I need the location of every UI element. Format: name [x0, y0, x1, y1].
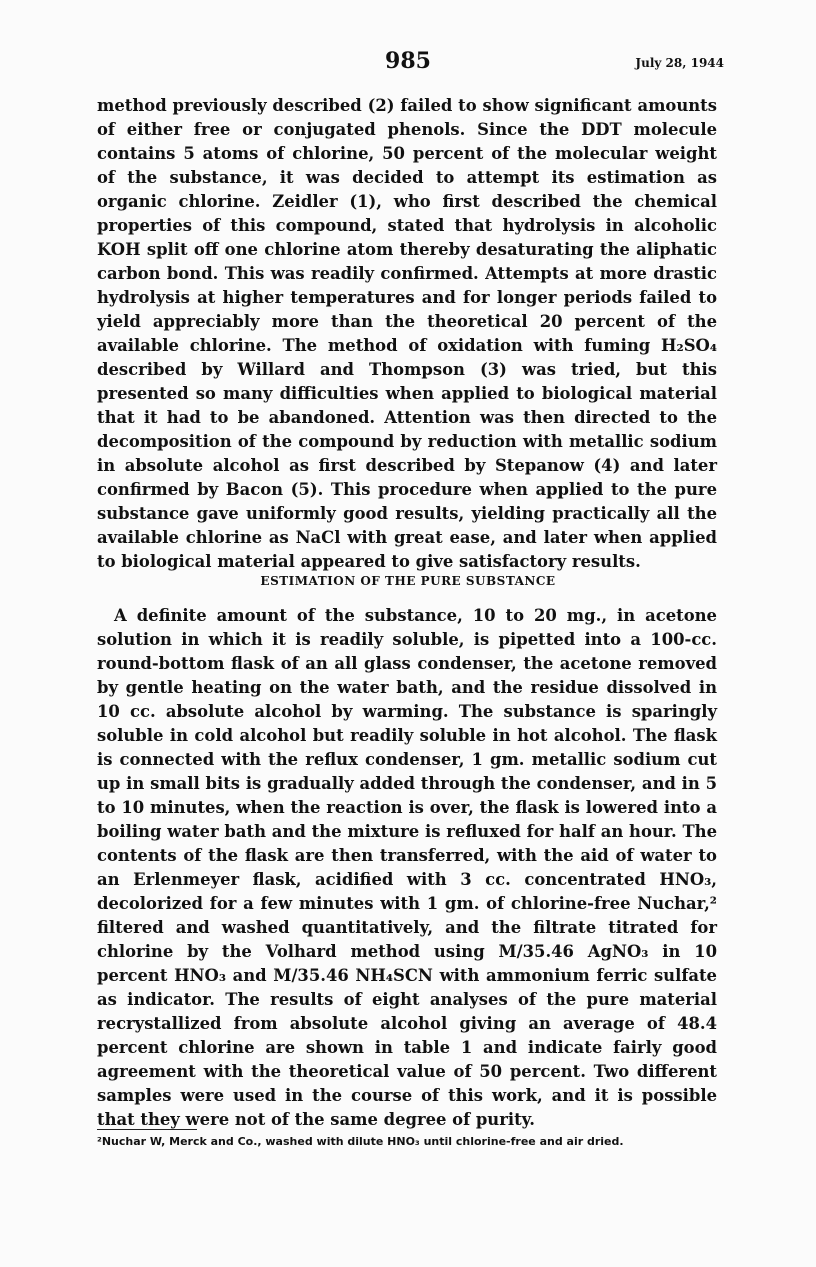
issue-date: July 28, 1944 [635, 56, 724, 70]
page-number: 985 [385, 48, 431, 74]
body-paragraph-1 [97, 94, 717, 574]
body-paragraph-2 [97, 604, 717, 1132]
paragraph-text: method previously described (2) failed to show significant amounts of either free or conjugated phenols. Since the DDT molecule contains 5 atoms of chlorine, 50 percent of the molecular weight of the substance, it was decided to attempt its estimation as organic chlorine. Zeidler (1), who first described the chemical properties of this compound, stated that hydrolysis in alcoholic KOH split off one chlorine atom thereby desaturating the aliphatic carbon bond. This was readily confirmed. Attempts at more drastic hydrolysis at higher temperatures and for longer periods failed to yield appreciably more than the theoretical 20 percent of the available chlorine. The method of oxidation with fuming H₂SO₄ described by Willard and Thompson (3) was tried, but this presented so many difficulties when applied to biological material that it had to be abandoned. Attention was then directed to the decomposition of the compound by reduction with metallic sodium in absolute alcohol as first described by Stepanow (4) and later confirmed by Bacon (5). This procedure when applied to the pure substance gave uniformly good results, yielding practically all the available chlorine as NaCl with great ease, and later when applied to biological material appeared to give satisfactory results. [97, 96, 717, 571]
paragraph-text: A definite amount of the substance, 10 to 20 mg., in acetone solution in which it is readily soluble, is pipetted into a 100-cc. round-bottom flask of an all glass condenser, the acetone removed by gentle heating on the water bath, and the residue dissolved in 10 cc. absolute alcohol by warming. The substance is sparingly soluble in cold alcohol but readily soluble in hot alcohol. The flask is connected with the reflux condenser, 1 gm. metallic sodium cut up in small bits is gradually added through the condenser, and in 5 to 10 minutes, when the reaction is over, the flask is lowered into a boiling water bath and the mixture is refluxed for half an hour. The contents of the flask are then transferred, with the aid of water to an Erlenmeyer flask, acidified with 3 cc. concentrated HNO₃, decolorized for a few minutes with 1 gm. of chlorine-free Nuchar,² filtered and washed quantitatively, and the filtrate titrated for chlorine by the Volhard method using M/35.46 AgNO₃ in 10 percent HNO₃ and M/35.46 NH₄SCN with ammonium ferric sulfate as indicator. The results of eight analyses of the pure material recrystallized from absolute alcohol giving an average of 48.4 percent chlorine are shown in table 1 and indicate fairly good agreement with the theoretical value of 50 percent. Two different samples were used in the course of this work, and it is possible that they were not of the same degree of purity. [97, 606, 717, 1129]
section-heading: ESTIMATION OF THE PURE SUBSTANCE [260, 574, 556, 588]
footnote-divider [97, 1129, 197, 1130]
footnote: ²Nuchar W, Merck and Co., washed with dilute HNO₃ until chlorine-free and air dried. [97, 1135, 624, 1148]
